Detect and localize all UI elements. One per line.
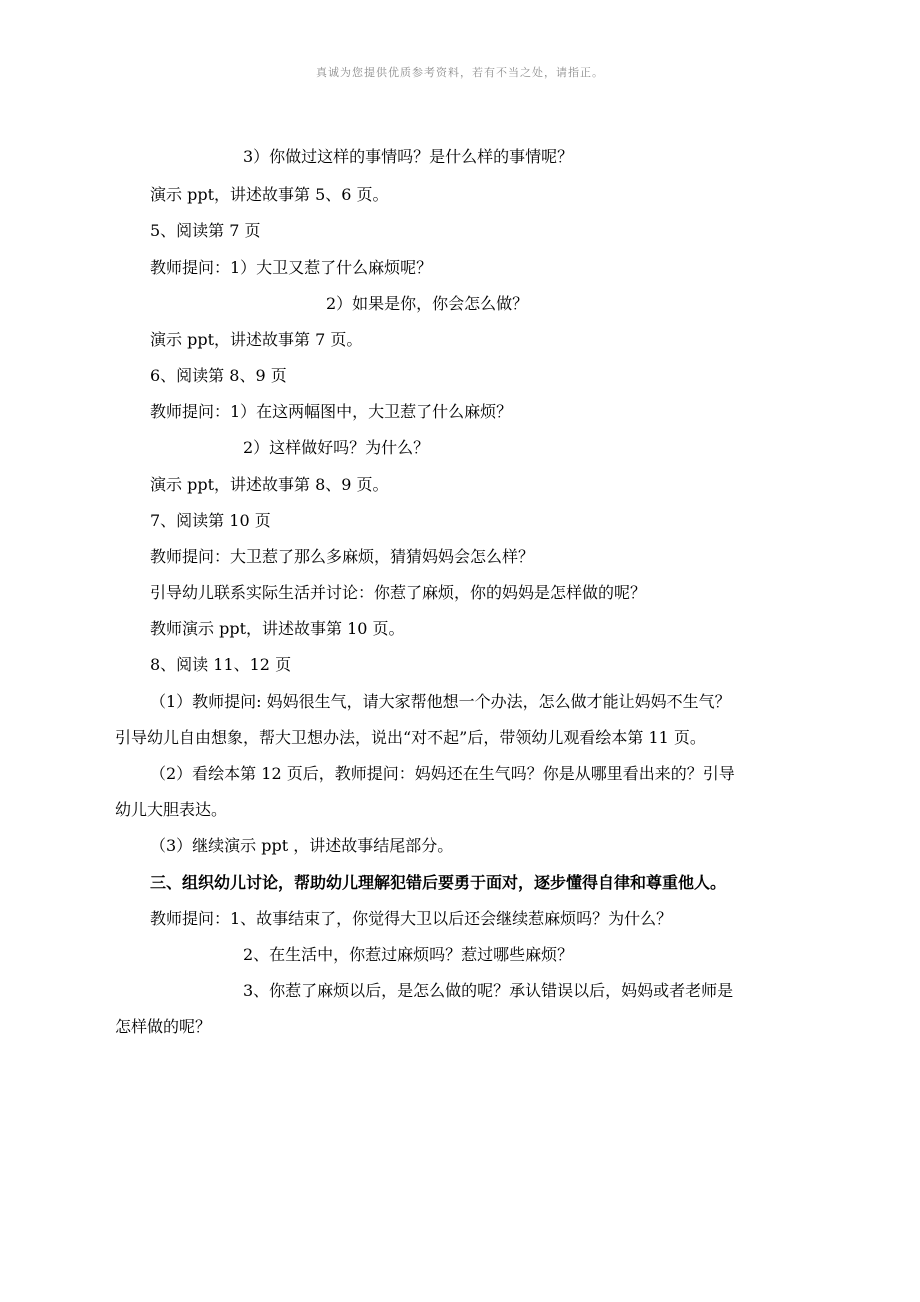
section-5-question-2: 2）如果是你，你会怎么做？ (326, 294, 529, 313)
section-5-question-1: 教师提问：1）大卫又惹了什么麻烦呢？ (150, 258, 433, 277)
section-6-question-1: 教师提问：1）在这两幅图中，大卫惹了什么麻烦？ (150, 402, 513, 421)
section-7-question: 教师提问：大卫惹了那么多麻烦，猜猜妈妈会怎么样？ (150, 547, 535, 566)
section-6-question-2: 2）这样做好吗？为什么？ (243, 438, 430, 457)
question-3-line: 3）你做过这样的事情吗？是什么样的事情呢？ (243, 147, 574, 166)
section-5-heading: 5、阅读第 7 页 (150, 221, 261, 240)
part-3-question-3: 3、你惹了麻烦以后，是怎么做的呢？承认错误以后，妈妈或者老师是 (243, 981, 734, 1000)
section-8-heading: 8、阅读 11、12 页 (150, 655, 292, 674)
part-3-heading: 三、组织幼儿讨论，帮助幼儿理解犯错后要勇于面对，逐步懂得自律和尊重他人。 (150, 873, 727, 892)
ppt-page-7: 演示 ppt，讲述故事第 7 页。 (150, 330, 363, 349)
part-3-question-3-cont: 怎样做的呢？ (115, 1017, 212, 1036)
part-3-question-1: 教师提问：1、故事结束了，你觉得大卫以后还会继续惹麻烦吗？为什么？ (150, 909, 673, 928)
section-8-item-1-cont: 引导幼儿自由想象，帮大卫想办法，说出“对不起”后，带领幼儿观看绘本第 11 页。 (115, 728, 706, 747)
section-8-item-2: （2）看绘本第 12 页后，教师提问：妈妈还在生气吗？你是从哪里看出来的？引导 (150, 764, 735, 783)
part-3-question-2: 2、在生活中，你惹过麻烦吗？惹过哪些麻烦？ (243, 945, 574, 964)
section-7-heading: 7、阅读第 10 页 (150, 511, 271, 530)
watermark-header: 真诚为您提供优质参考资料，若有不当之处，请指正。 (316, 66, 604, 79)
ppt-pages-5-6: 演示 ppt，讲述故事第 5、6 页。 (150, 185, 389, 204)
section-8-item-3: （3）继续演示 ppt ，讲述故事结尾部分。 (150, 836, 454, 855)
ppt-pages-8-9: 演示 ppt，讲述故事第 8、9 页。 (150, 475, 389, 494)
section-7-discussion: 引导幼儿联系实际生活并讨论：你惹了麻烦，你的妈妈是怎样做的呢？ (150, 583, 647, 602)
section-8-item-1: （1）教师提问: 妈妈很生气，请大家帮他想一个办法，怎么做才能让妈妈不生气？ (150, 692, 731, 711)
section-6-heading: 6、阅读第 8、9 页 (150, 366, 287, 385)
section-8-item-2-cont: 幼儿大胆表达。 (115, 800, 228, 819)
ppt-page-10: 教师演示 ppt，讲述故事第 10 页。 (150, 619, 405, 638)
